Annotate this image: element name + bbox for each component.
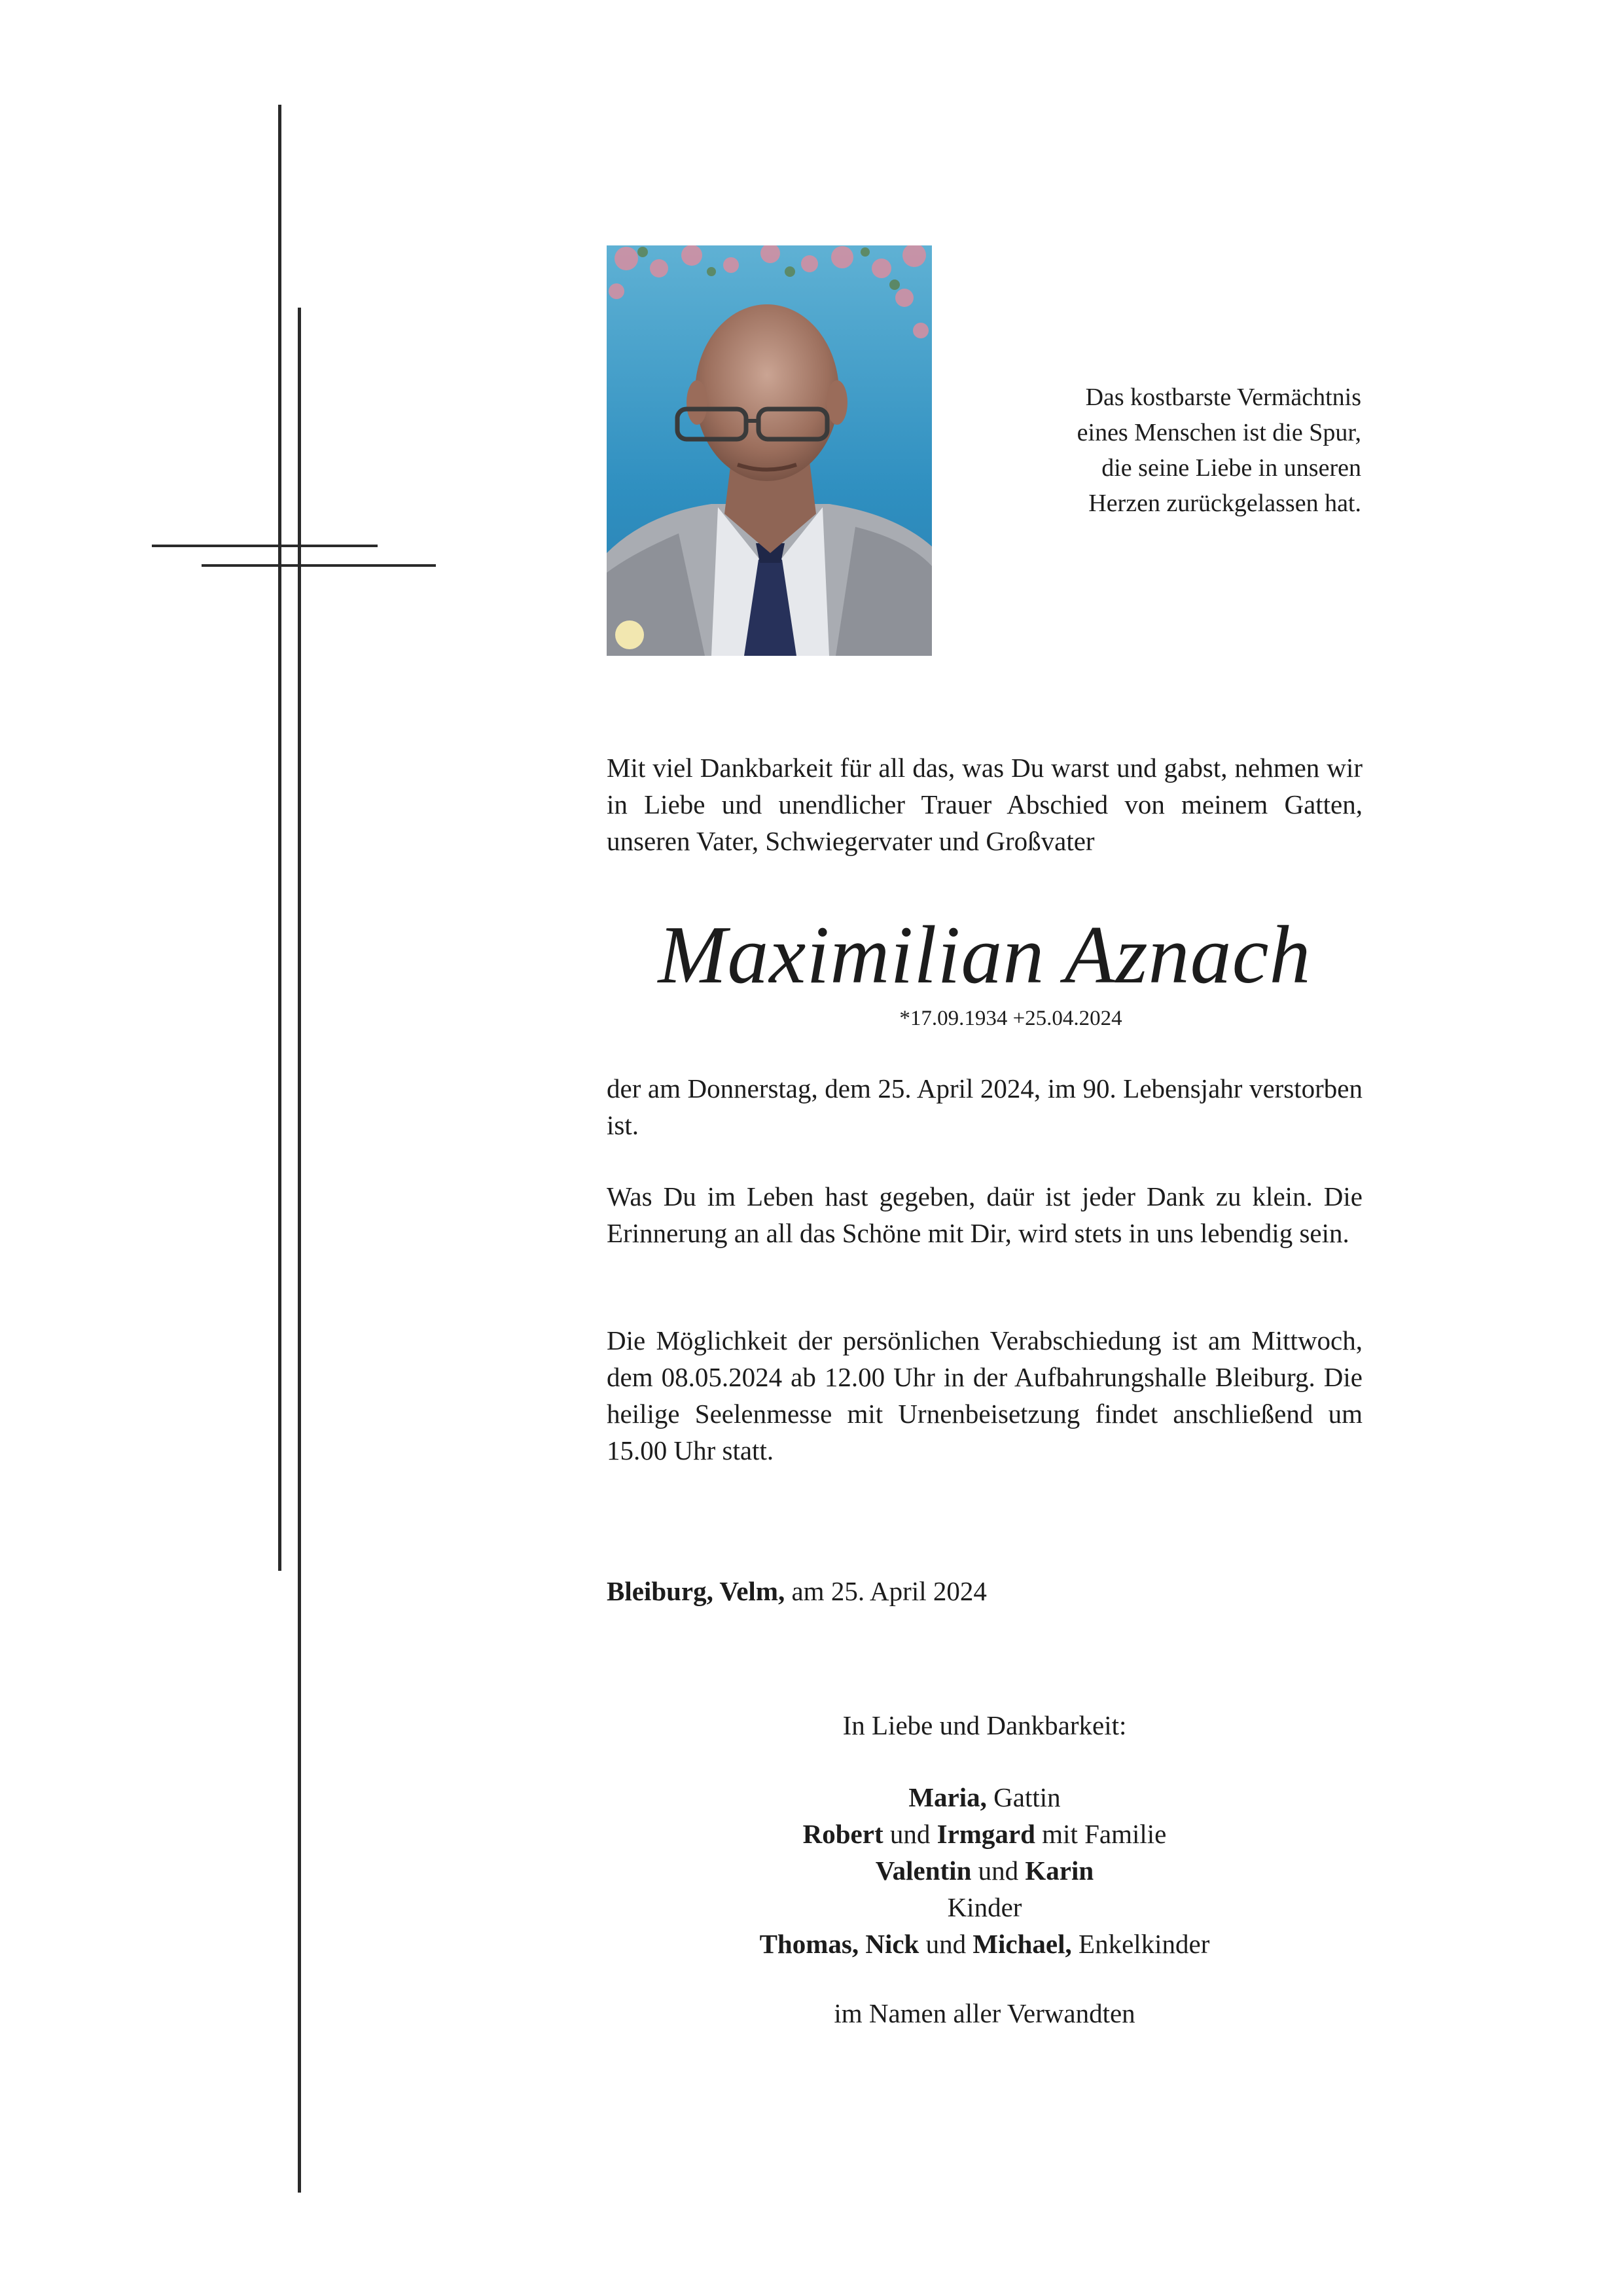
family-name: Karin <box>1025 1856 1094 1886</box>
family-name: Robert <box>802 1819 883 1849</box>
family-row-children <box>607 1852 1363 1889</box>
place-name: Bleiburg, Velm, <box>607 1576 785 1606</box>
family-relation: mit Familie <box>1035 1819 1167 1849</box>
memorial-motto: Das kostbarste Vermächtnis eines Menschen ist die Spur, die seine Liebe in unseren Herzen zurückgelassen hat. <box>1077 384 1361 517</box>
cross-horizontal-upper <box>152 545 378 547</box>
family-name: Michael, <box>972 1929 1072 1959</box>
family-connector: und <box>919 1929 973 1959</box>
family-name: Maria, <box>908 1782 987 1812</box>
relatives-line: im Namen aller Verwandten <box>834 1998 1135 2028</box>
family-name: Thomas, Nick <box>759 1929 919 1959</box>
family-connector: und <box>971 1856 1026 1886</box>
family-row-wife <box>607 1779 1363 1816</box>
elderly-man-portrait-icon <box>607 245 932 656</box>
family-row-kinder <box>607 1889 1363 1926</box>
notice-date: am 25. April 2024 <box>785 1576 987 1606</box>
thanks-line: In Liebe und Dankbarkeit: <box>842 1710 1127 1740</box>
memory-paragraph: Was Du im Leben hast gegeben, daür ist jeder Dank zu klein. Die Erinnerung an all das Schöne mit Dir, wird stets in uns lebendig sein. <box>607 1181 1363 1248</box>
family-connector: und <box>883 1819 937 1849</box>
portrait-photo <box>607 245 932 656</box>
family-relation: Kinder <box>947 1892 1022 1922</box>
family-row-grandchildren <box>607 1926 1363 1962</box>
family-list <box>607 1779 1363 1962</box>
cross-vertical-right <box>298 308 301 2193</box>
death-notice-paragraph: der am Donnerstag, dem 25. April 2024, im 90. Lebensjahr verstorben ist. <box>607 1073 1363 1140</box>
family-row-son <box>607 1816 1363 1852</box>
family-name: Irmgard <box>936 1819 1035 1849</box>
family-relation: Gattin <box>986 1782 1061 1812</box>
place-date-line <box>607 1573 987 1609</box>
deceased-name: Maximilian Aznach <box>658 910 1311 1001</box>
cross-horizontal-lower <box>202 564 436 567</box>
life-dates: *17.09.1934 +25.04.2024 <box>899 1007 1122 1030</box>
intro-paragraph: Mit viel Dankbarkeit für all das, was Du warst und gabst, nehmen wir in Liebe und unendlicher Trauer Abschied von meinem Gatten, unseren Vater, Schwiegervater und Großvater <box>607 753 1363 856</box>
cross-vertical-left <box>278 105 281 1571</box>
farewell-paragraph: Die Möglichkeit der persönlichen Verabschiedung ist am Mittwoch, dem 08.05.2024 ab 12.00 Uhr in der Aufbahrungshalle Bleiburg. Die heilige Seelenmesse mit Urnenbeisetzung findet anschließend um 15.00 Uhr statt. <box>607 1325 1363 1465</box>
family-relation: Enkelkinder <box>1071 1929 1210 1959</box>
family-name: Valentin <box>875 1856 972 1886</box>
